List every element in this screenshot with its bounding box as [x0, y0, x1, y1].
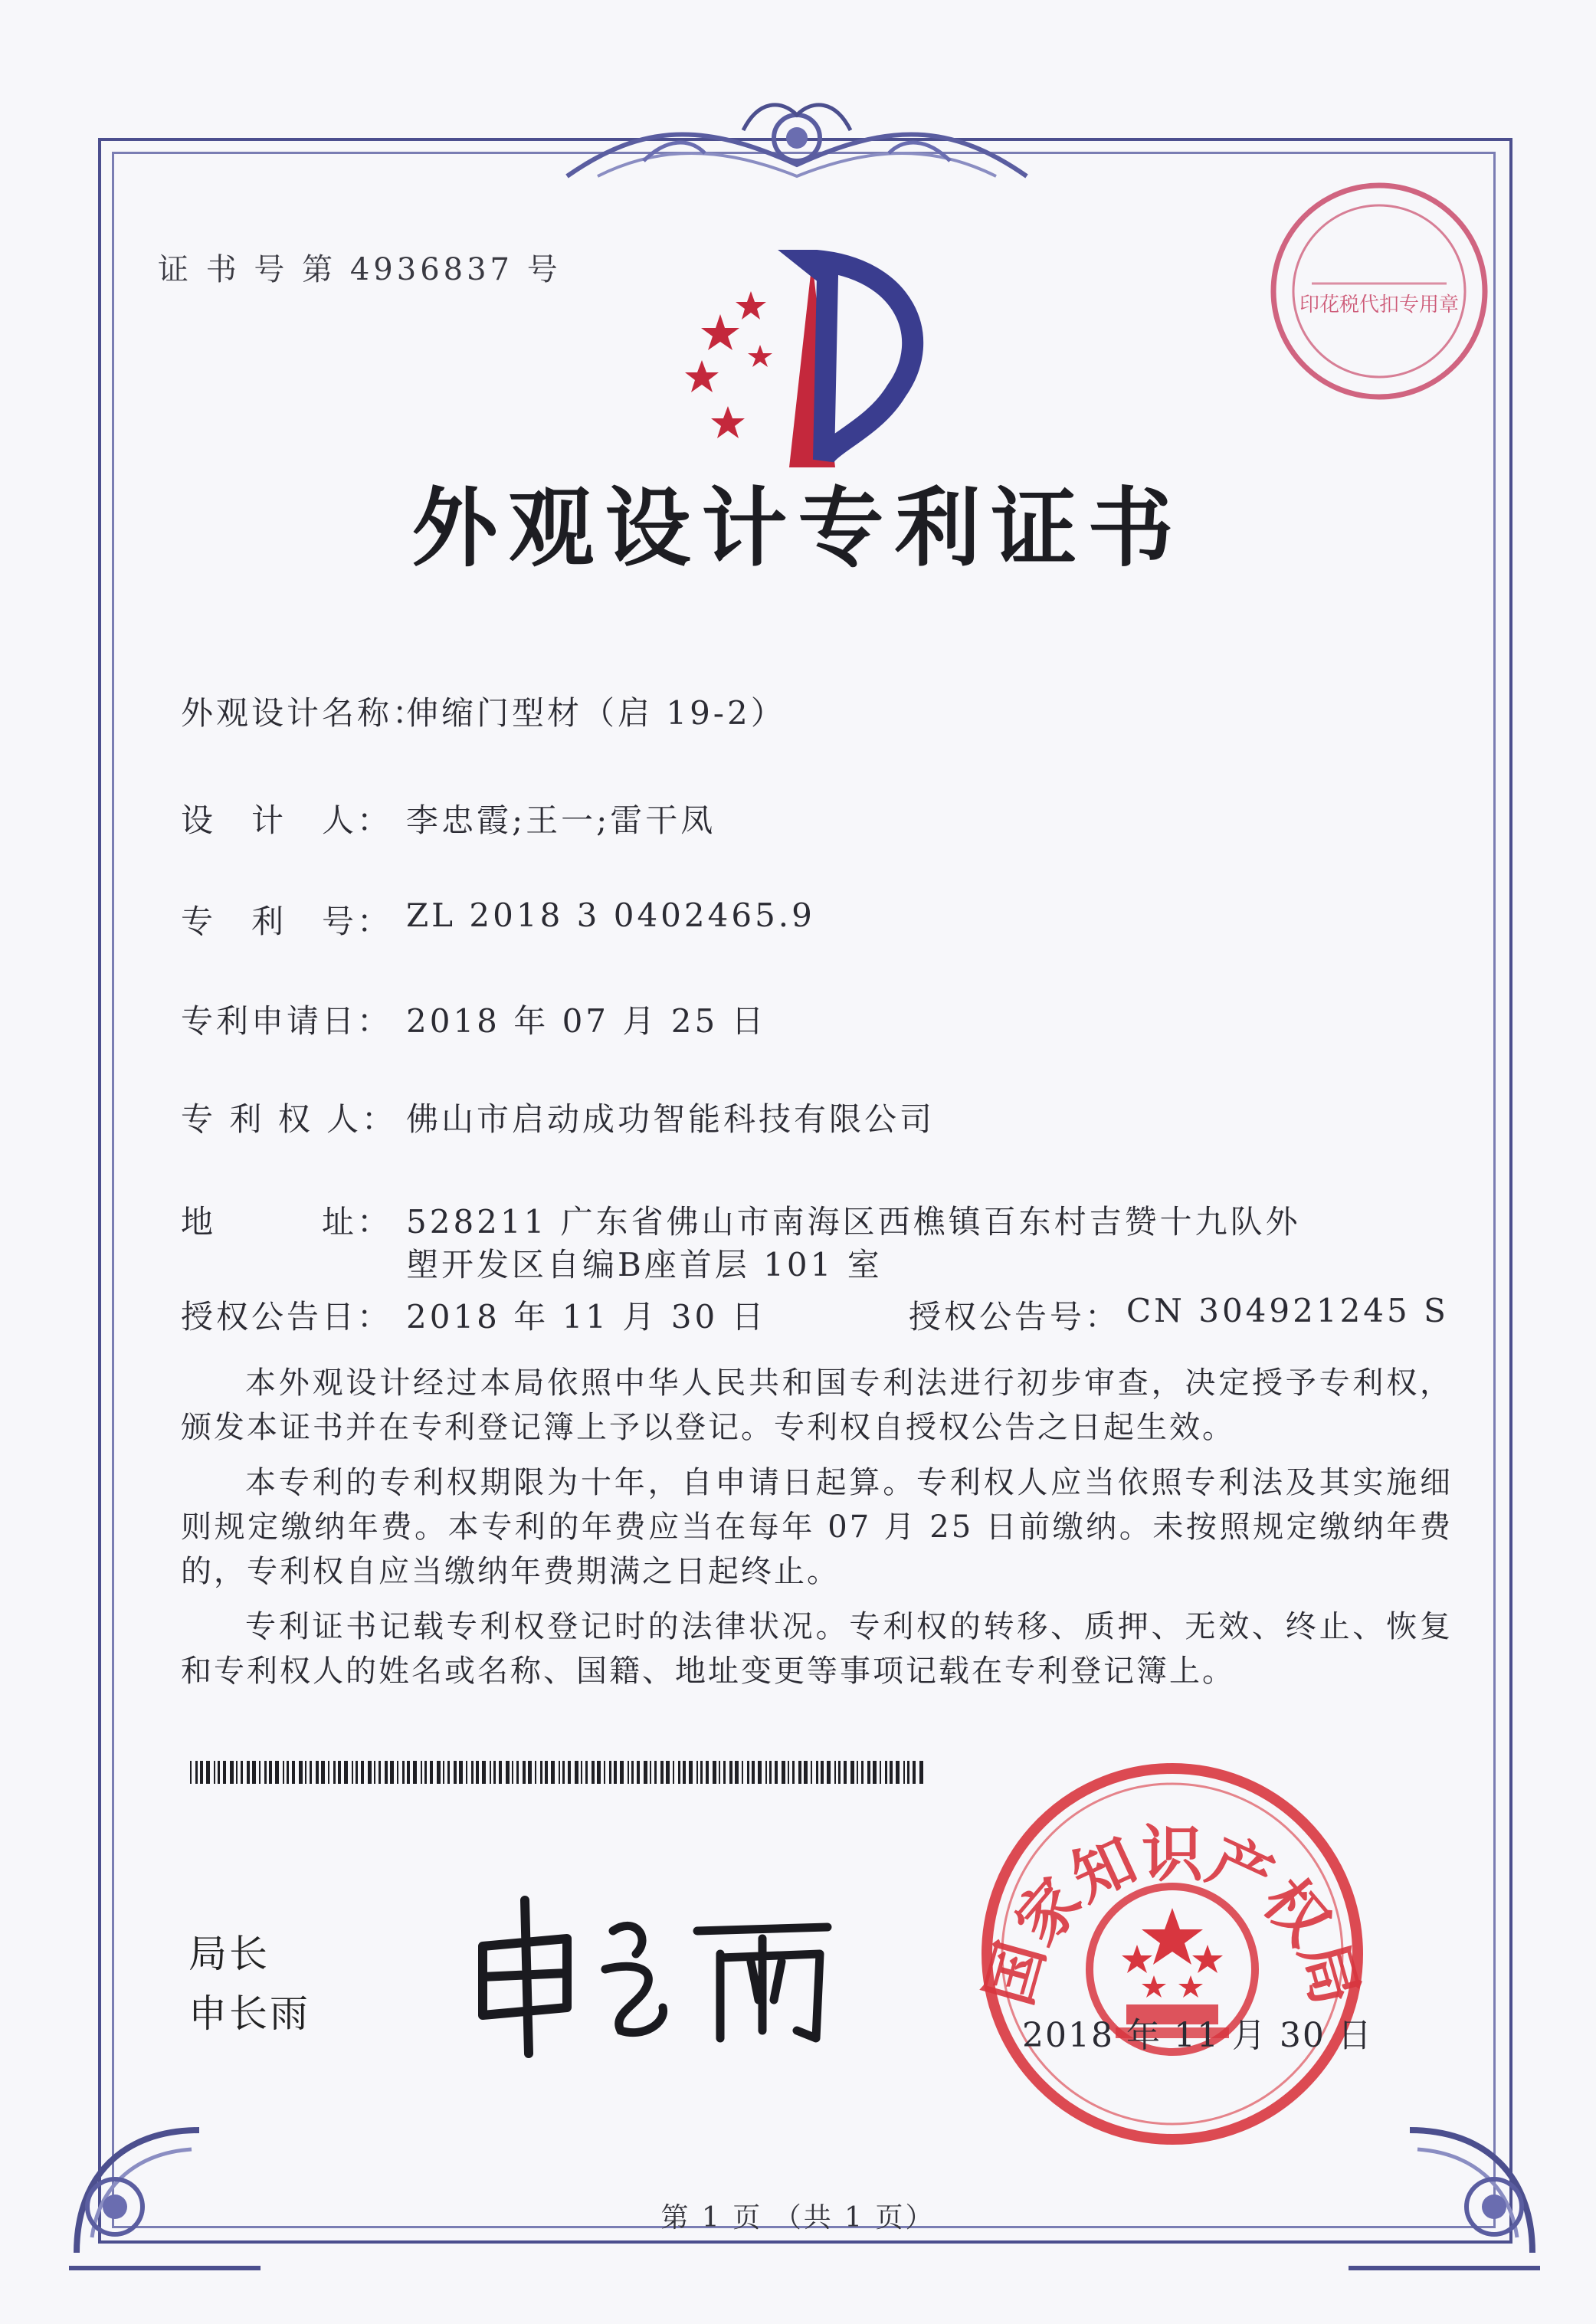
- barcode-bar: [223, 1761, 226, 1784]
- barcode-bar: [368, 1761, 372, 1784]
- barcode-bar: [867, 1761, 870, 1784]
- barcode-bar: [644, 1761, 647, 1784]
- barcode-bar: [195, 1761, 198, 1784]
- barcode-bar: [729, 1761, 732, 1784]
- barcode-bar: [316, 1761, 319, 1784]
- barcode-bar: [482, 1761, 486, 1784]
- barcode-bar: [361, 1761, 364, 1784]
- barcode-bar: [585, 1761, 588, 1784]
- barcode-bar: [523, 1761, 526, 1784]
- barcode-bar: [352, 1761, 353, 1784]
- barcode-bar: [752, 1761, 755, 1784]
- barcode-bar: [713, 1761, 716, 1784]
- tax-stamp: [1264, 176, 1494, 406]
- paragraph-term: 本专利的专利权期限为十年，自申请日起算。专利权人应当依照专利法及其实施细则规定缴纳年费。本专利的年费应当在每年 07 月 25 日前缴纳。未按照规定缴纳年费的，专利权自应当缴纳年费期满之日起终止。: [181, 1465, 1453, 1589]
- barcode-bar: [604, 1761, 605, 1784]
- barcode-bar: [811, 1761, 812, 1784]
- paragraph-examination: 本外观设计经过本局依照中华人民共和国专利法进行初步审查，决定授予专利权，颁发本证书并在专利登记簿上予以登记。专利权自授权公告之日起生效。: [181, 1365, 1453, 1445]
- barcode-bar: [512, 1761, 513, 1784]
- barcode-bar: [476, 1761, 479, 1784]
- barcode-bar: [344, 1761, 348, 1784]
- barcode-bar: [614, 1761, 617, 1784]
- patent-number-label: 专 利 号：: [181, 903, 393, 940]
- star-icon: [711, 406, 745, 438]
- barcode-bar: [896, 1761, 900, 1784]
- barcode-bar: [689, 1761, 693, 1784]
- barcode-bar: [259, 1761, 261, 1784]
- barcode-bar: [230, 1761, 234, 1784]
- star-icon: [748, 345, 772, 367]
- barcode-bar: [723, 1761, 726, 1784]
- barcode-bar: [356, 1761, 358, 1784]
- barcode-bar: [575, 1761, 578, 1784]
- director-name: 申长雨: [188, 1991, 310, 2036]
- bottom-left-ornament: [46, 2054, 276, 2283]
- barcode-bar: [269, 1761, 272, 1784]
- star-icon: [685, 360, 719, 392]
- barcode-bar: [798, 1761, 801, 1784]
- seal-date: 2018 年 11 月 30 日: [1022, 2016, 1373, 2055]
- barcode-bar: [660, 1761, 664, 1784]
- barcode-bar: [206, 1761, 210, 1784]
- barcode-bar: [838, 1761, 841, 1784]
- paragraph-legal-status: 专利证书记载专利权登记时的法律状况。专利权的转移、质押、无效、终止、恢复和专利权人的姓名或名称、国籍、地址变更等事项记载在专利登记簿上。: [181, 1609, 1453, 1689]
- barcode-bar: [861, 1761, 864, 1784]
- grant-date-label: 授权公告日：: [181, 1298, 393, 1336]
- barcode-bar: [804, 1761, 808, 1784]
- barcode-bar: [299, 1761, 303, 1784]
- barcode-bar: [190, 1761, 192, 1784]
- barcode-bar: [706, 1761, 709, 1784]
- barcode: [190, 1761, 926, 1784]
- official-seal: [973, 1755, 1372, 2153]
- barcode-bar: [471, 1761, 474, 1784]
- barcode-bar: [310, 1761, 312, 1784]
- barcode-bar: [413, 1761, 417, 1784]
- designer-value: 李忠霞;王一;雷干凤: [406, 801, 716, 839]
- barcode-bar: [758, 1761, 762, 1784]
- barcode-bar: [683, 1761, 686, 1784]
- barcode-bar: [700, 1761, 703, 1784]
- barcode-bar: [735, 1761, 739, 1784]
- barcode-bar: [903, 1761, 905, 1784]
- barcode-bar: [421, 1761, 422, 1784]
- top-ornament: [552, 92, 1042, 192]
- barcode-bar: [264, 1761, 267, 1784]
- design-name-value: 伸缩门型材（启 19-2）: [406, 694, 786, 732]
- barcode-bar: [490, 1761, 491, 1784]
- barcode-bar: [666, 1761, 670, 1784]
- barcode-bar: [873, 1761, 877, 1784]
- page-number: 第 1 页 （共 1 页）: [660, 2202, 936, 2234]
- barcode-bar: [678, 1761, 680, 1784]
- barcode-bar: [631, 1761, 634, 1784]
- barcode-bar: [283, 1761, 284, 1784]
- grant-date-value: 2018 年 11 月 30 日: [406, 1298, 767, 1336]
- design-name-label: 外观设计名称：: [181, 694, 428, 732]
- barcode-bar: [447, 1761, 450, 1784]
- barcode-bar: [581, 1761, 582, 1784]
- barcode-bar: [305, 1761, 306, 1784]
- barcode-bar: [792, 1761, 795, 1784]
- barcode-bar: [769, 1761, 772, 1784]
- address-label: 地 址：: [181, 1203, 393, 1241]
- designer-label: 设 计 人：: [181, 801, 393, 839]
- patent-office-logo: [674, 245, 950, 475]
- barcode-bar: [437, 1761, 441, 1784]
- barcode-bar: [827, 1761, 831, 1784]
- application-date-value: 2018 年 07 月 25 日: [406, 1002, 767, 1040]
- barcode-bar: [287, 1761, 289, 1784]
- barcode-bar: [493, 1761, 496, 1784]
- barcode-bar: [218, 1761, 220, 1784]
- barcode-bar: [407, 1761, 410, 1784]
- barcode-bar: [568, 1761, 571, 1784]
- barcode-bar: [430, 1761, 433, 1784]
- barcode-bar: [374, 1761, 375, 1784]
- barcode-bar: [379, 1761, 381, 1784]
- grant-number-label: 授权公告号：: [909, 1298, 1121, 1336]
- barcode-bar: [516, 1761, 519, 1784]
- barcode-bar: [880, 1761, 881, 1784]
- certificate-number: 证 书 号 第 4936837 号: [158, 252, 562, 287]
- barcode-bar: [620, 1761, 624, 1784]
- star-icon: [736, 291, 766, 320]
- certificate-title: 外观设计专利证书: [411, 479, 1185, 579]
- barcode-bar: [328, 1761, 329, 1784]
- barcode-bar: [321, 1761, 325, 1784]
- application-date-label: 专利申请日：: [181, 1002, 393, 1040]
- barcode-bar: [907, 1761, 909, 1784]
- barcode-bar: [857, 1761, 858, 1784]
- barcode-bar: [650, 1761, 651, 1784]
- barcode-bar: [821, 1761, 824, 1784]
- barcode-bar: [454, 1761, 457, 1784]
- barcode-bar: [850, 1761, 854, 1784]
- tax-stamp-text: 印花税代扣专用章: [1299, 293, 1460, 316]
- barcode-bar: [236, 1761, 238, 1784]
- barcode-bar: [775, 1761, 778, 1784]
- barcode-bar: [885, 1761, 887, 1784]
- barcode-bar: [540, 1761, 542, 1784]
- barcode-bar: [913, 1761, 916, 1784]
- barcode-bar: [545, 1761, 548, 1784]
- barcode-bar: [459, 1761, 463, 1784]
- barcode-bar: [654, 1761, 657, 1784]
- barcode-bar: [338, 1761, 341, 1784]
- barcode-bar: [890, 1761, 893, 1784]
- barcode-bar: [696, 1761, 698, 1784]
- barcode-bar: [637, 1761, 640, 1784]
- handwritten-signature: [460, 1885, 858, 2061]
- barcode-bar: [765, 1761, 767, 1784]
- barcode-bar: [390, 1761, 394, 1784]
- barcode-bar: [424, 1761, 427, 1784]
- barcode-bar: [292, 1761, 295, 1784]
- barcode-bar: [673, 1761, 674, 1784]
- barcode-bar: [535, 1761, 536, 1784]
- address-line-1: 528211 广东省佛山市南海区西樵镇百东村吉赞十九队外: [406, 1203, 1301, 1241]
- barcode-bar: [333, 1761, 336, 1784]
- director-title: 局长: [188, 1932, 270, 1976]
- barcode-bar: [528, 1761, 532, 1784]
- barcode-bar: [252, 1761, 256, 1784]
- barcode-bar: [275, 1761, 279, 1784]
- barcode-bar: [742, 1761, 743, 1784]
- barcode-bar: [919, 1761, 923, 1784]
- barcode-bar: [466, 1761, 467, 1784]
- barcode-bar: [609, 1761, 611, 1784]
- barcode-bar: [719, 1761, 720, 1784]
- patent-number-value: ZL 2018 3 0402465.9: [406, 896, 815, 934]
- barcode-bar: [597, 1761, 601, 1784]
- barcode-bar: [499, 1761, 502, 1784]
- barcode-bar: [214, 1761, 215, 1784]
- grant-number-value: CN 304921245 S: [1126, 1292, 1449, 1329]
- barcode-bar: [747, 1761, 749, 1784]
- barcode-bar: [844, 1761, 847, 1784]
- barcode-bar: [551, 1761, 555, 1784]
- barcode-bar: [559, 1761, 560, 1784]
- seal-text: 国家知识产权局: [972, 1818, 1372, 2013]
- barcode-bar: [241, 1761, 243, 1784]
- barcode-bar: [562, 1761, 565, 1784]
- barcode-bar: [816, 1761, 818, 1784]
- barcode-bar: [506, 1761, 510, 1784]
- barcode-bar: [402, 1761, 405, 1784]
- barcode-bar: [782, 1761, 785, 1784]
- barcode-bar: [592, 1761, 595, 1784]
- address-line-2: 塱开发区自编B座首层 101 室: [406, 1246, 883, 1283]
- barcode-bar: [200, 1761, 203, 1784]
- star-icon: [701, 314, 739, 350]
- barcode-bar: [397, 1761, 398, 1784]
- barcode-bar: [385, 1761, 388, 1784]
- barcode-bar: [443, 1761, 444, 1784]
- patentee-value: 佛山市启动成功智能科技有限公司: [406, 1100, 936, 1138]
- barcode-bar: [628, 1761, 629, 1784]
- barcode-bar: [788, 1761, 789, 1784]
- barcode-bar: [834, 1761, 836, 1784]
- patentee-label: 专 利 权 人：: [181, 1100, 398, 1138]
- barcode-bar: [247, 1761, 250, 1784]
